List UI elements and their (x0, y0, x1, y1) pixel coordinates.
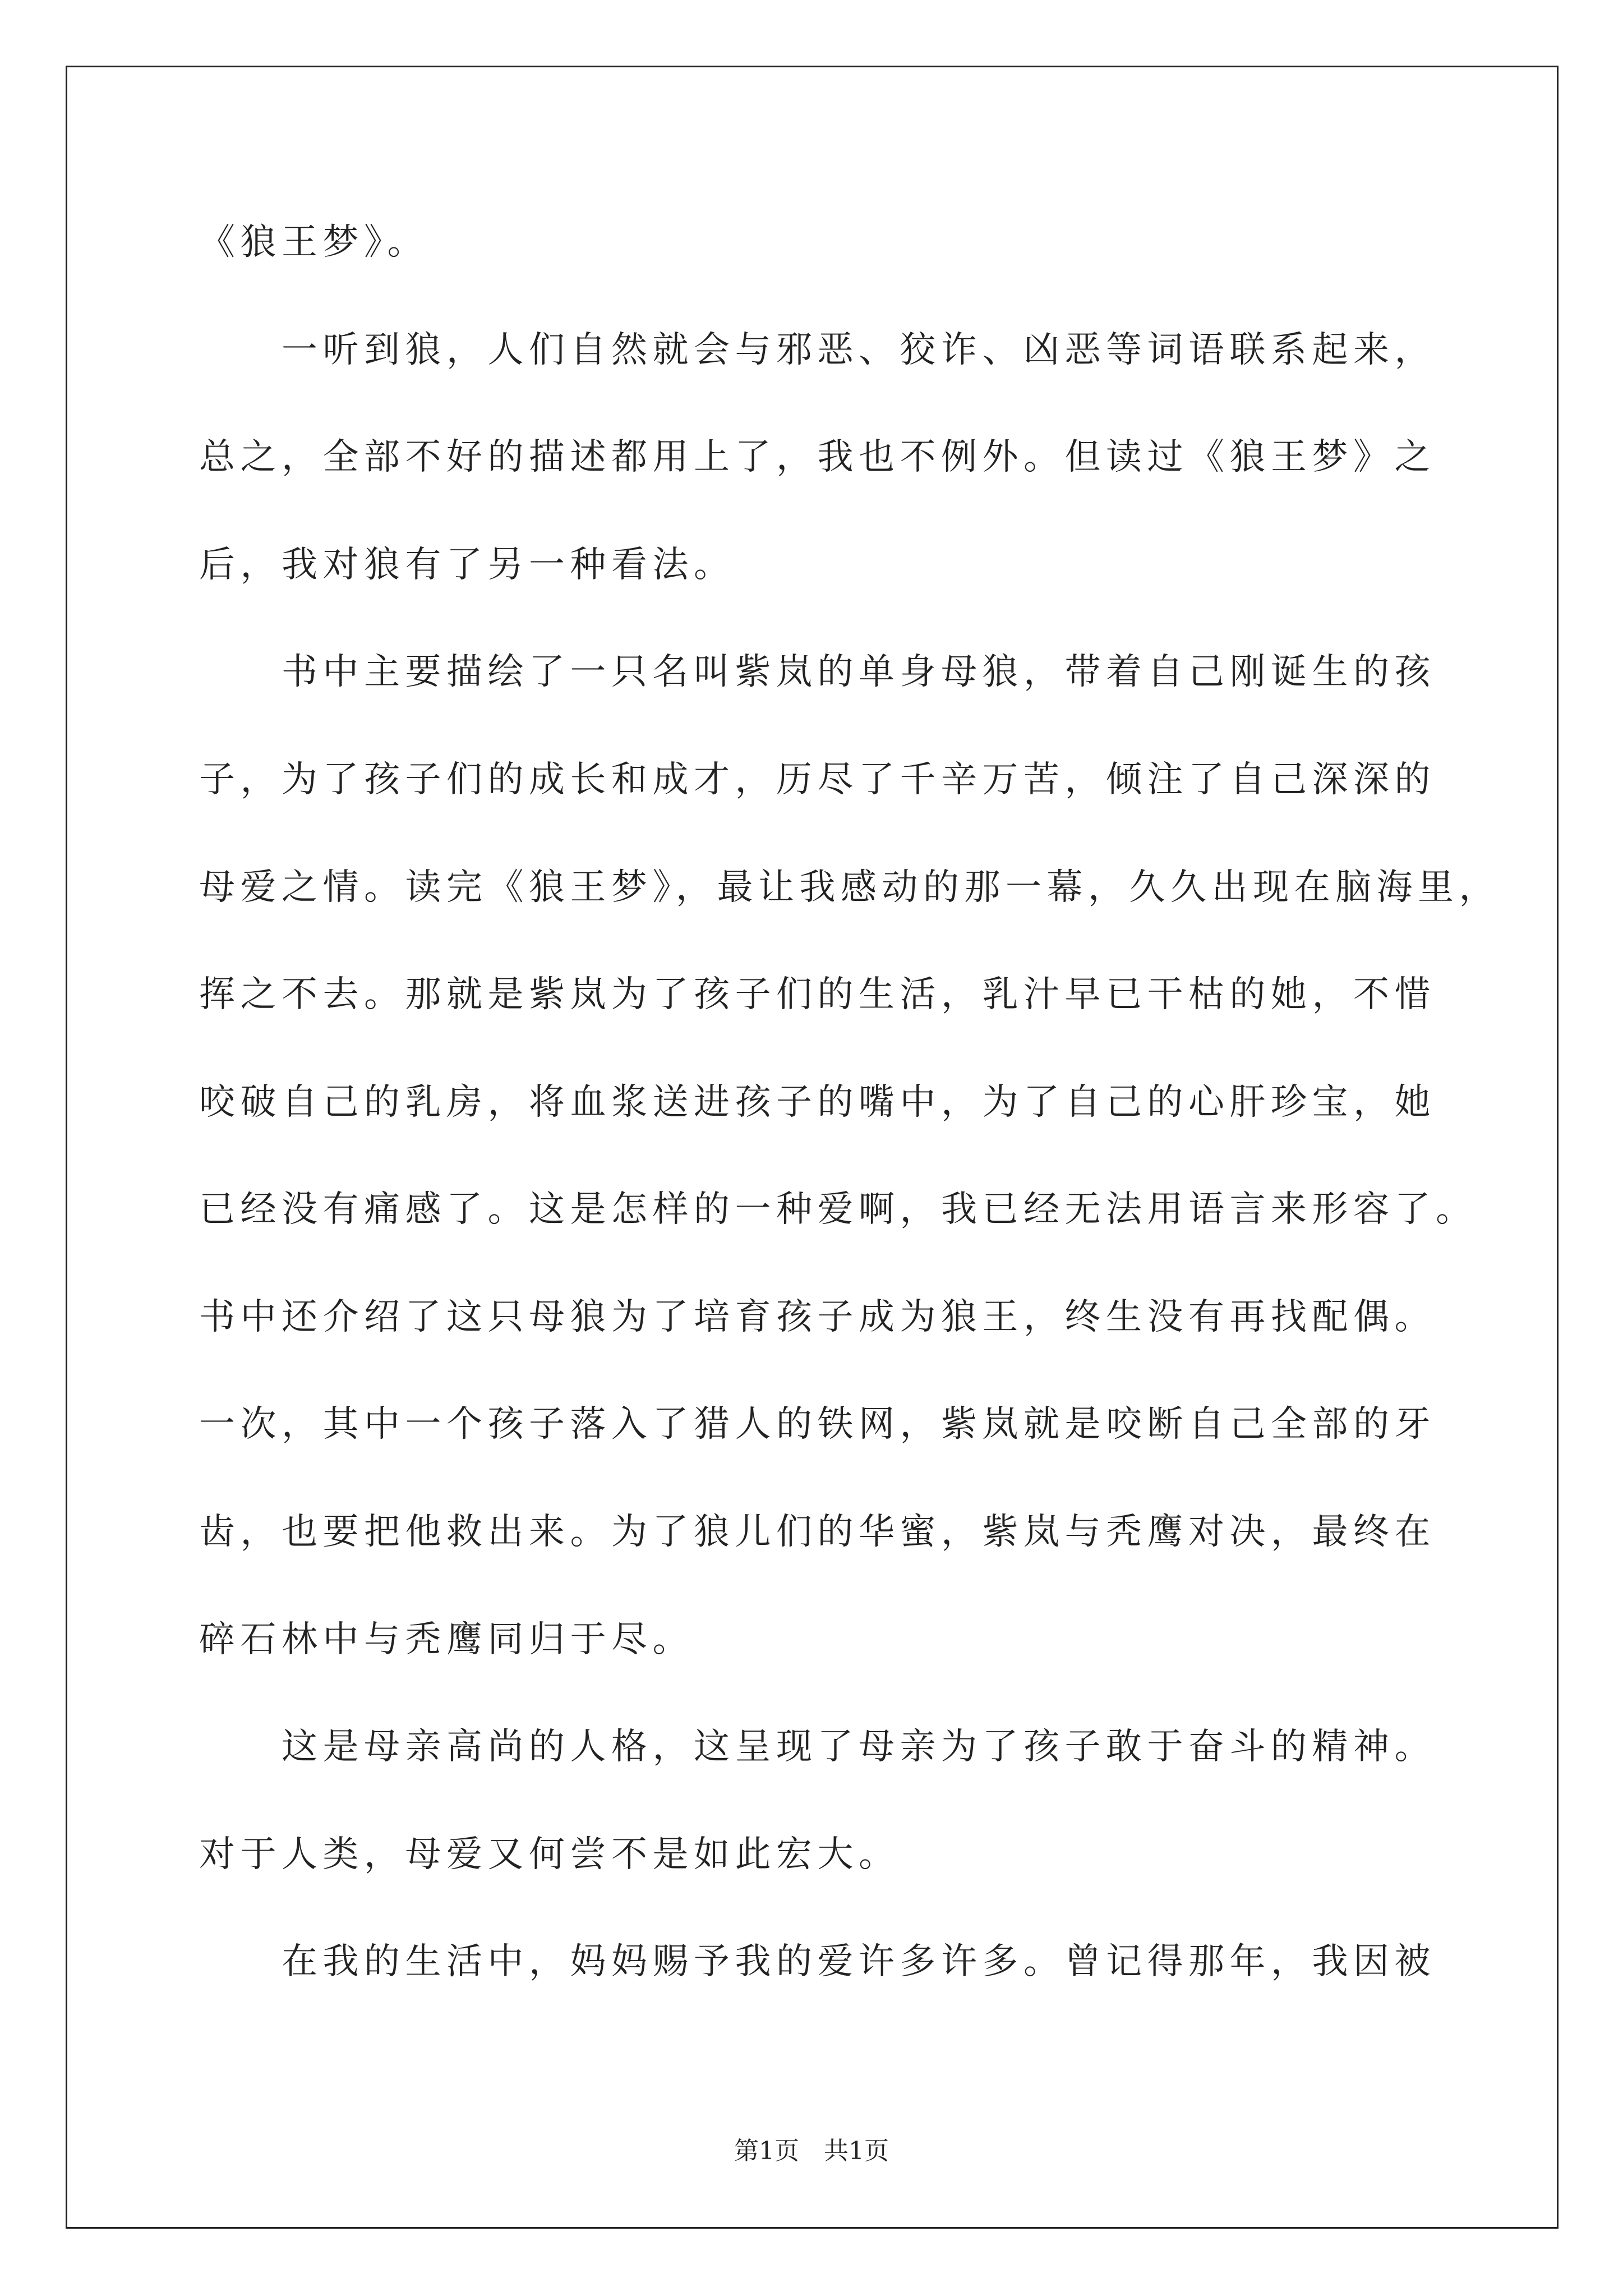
text-line: 齿，也要把他救出来。为了狼儿们的华蜜，紫岚与秃鹰对决，最终在 (199, 1511, 1436, 1553)
text-line: 这是母亲高尚的人格，这呈现了母亲为了孩子敢于奋斗的精神。 (199, 1726, 1436, 1768)
text-line: 挥之不去。那就是紫岚为了孩子们的生活，乳汁早已干枯的她，不惜 (199, 974, 1436, 1015)
text-line: 已经没有痛感了。这是怎样的一种爱啊，我已经无法用语言来形容了。 (199, 1189, 1477, 1230)
text-line: 书中主要描绘了一只名叫紫岚的单身母狼，带着自己刚诞生的孩 (199, 651, 1436, 693)
text-line: 书中还介绍了这只母狼为了培育孩子成为狼王，终生没有再找配偶。 (199, 1296, 1436, 1338)
text-line: 咬破自己的乳房，将血浆送进孩子的嘴中，为了自己的心肝珍宝，她 (199, 1082, 1436, 1123)
text-line: 一次，其中一个孩子落入了猎人的铁网，紫岚就是咬断自己全部的牙 (199, 1404, 1436, 1445)
text-line: 后，我对狼有了另一种看法。 (199, 544, 735, 586)
text-line: 子，为了孩子们的成长和成才，历尽了千辛万苦，倾注了自己深深的 (199, 759, 1436, 800)
page-border (66, 66, 1559, 2229)
page-number-footer: 第1页 共1页 (734, 2137, 889, 2165)
text-line: 《狼王梦》。 (199, 222, 428, 263)
text-line: 总之，全部不好的描述都用上了，我也不例外。但读过《狼王梦》之 (199, 436, 1436, 478)
text-line: 对于人类，母爱又何尝不是如此宏大。 (199, 1834, 900, 1875)
text-line: 母爱之情。读完《狼王梦》，最让我感动的那一幕，久久出现在脑海里， (199, 867, 1500, 908)
text-line: 在我的生活中，妈妈赐予我的爱许多许多。曾记得那年，我因被 (199, 1941, 1436, 1982)
text-line: 碎石林中与秃鹰同归于尽。 (199, 1619, 694, 1660)
text-line: 一听到狼，人们自然就会与邪恶、狡诈、凶恶等词语联系起来， (199, 329, 1436, 371)
